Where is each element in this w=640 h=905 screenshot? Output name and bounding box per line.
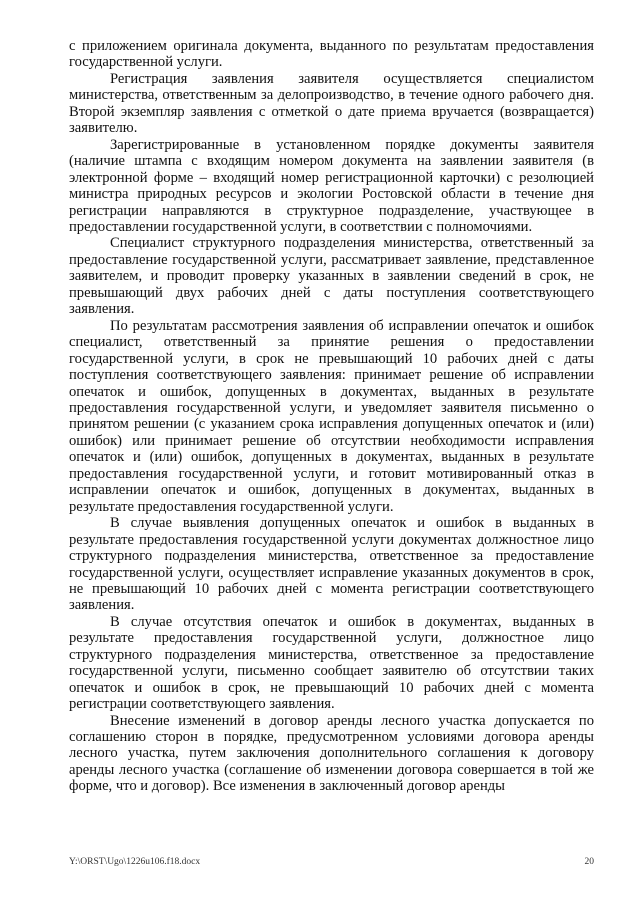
footer-page-number: 20 (584, 857, 594, 867)
paragraph-registered-documents: Зарегистрированные в установленном порядке документы заявителя (наличие штампа с входящим номером документа на заявлении заявителя (в электронной форме – входящий номер регистрационной карточки) с резолюцией министра природных ресурсов и экологии Ростовской области в течение дня регистрации направляются в структурное подразделение, участвующее в предоставлении государственной услуги, в соответствии с полномочиями. (69, 136, 594, 235)
paragraph-continuation: с приложением оригинала документа, выданного по результатам предоставления государственной услуги. (69, 38, 594, 71)
paragraph-correction-decision: По результатам рассмотрения заявления об исправлении опечаток и ошибок специалист, ответственный за принятие решения о предоставлении государственной услуги, в срок не превышающий 10 рабочих дней с даты поступления соответствующего заявления: принимает решение об исправлении опечаток и ошибок, допущенных в документах, выданных в результате предоставления государственной услуги, и уведомляет заявителя письменно о принятом решении (с указанием срока исправления допущенных опечаток и (или) ошибок) или принимает решение об отсутствии необходимости исправления опечаток и (или) ошибок, допущенных в документах, выданных в результате предоставления государственной услуги, и готовит мотивированный отказ в исправлении опечаток и ошибок, допущенных в документах, выданных в результате предоставления государственной услуги. (69, 317, 594, 515)
paragraph-errors-found: В случае выявления допущенных опечаток и ошибок в выданных в результате предоставления государственной услуги документах должностное лицо структурного подразделения министерства, ответственное за предоставление государственной услуги, осуществляет исправление указанных документов в срок, не превышающий 10 рабочих дней с момента регистрации соответствующего заявления. (69, 515, 594, 614)
footer-file-path: Y:\ORST\Ugo\1226u106.f18.docx (69, 857, 201, 867)
page-footer (69, 856, 594, 868)
paragraph-registration: Регистрация заявления заявителя осуществляется специалистом министерства, ответственным за делопроизводство, в течение одного рабочего дня. Второй экземпляр заявления с отметкой о дате приема вручается (возвращается) заявителю. (69, 70, 594, 137)
paragraph-lease-amendments: Внесение изменений в договор аренды лесного участка допускается по соглашению сторон в порядке, предусмотренном условиями договора аренды лесного участка, путем заключения дополнительного соглашения к договору аренды лесного участка (соглашение об изменении договора совершается в той же форме, что и договор). Все изменения в заключенный договор аренды (69, 712, 594, 795)
paragraph-specialist-review: Специалист структурного подразделения министерства, ответственный за предоставление государственной услуги, рассматривает заявление, представленное заявителем, и проводит проверку указанных в заявлении сведений в срок, не превышающий двух рабочих дней с даты поступления соответствующего заявления. (69, 235, 594, 318)
document-page (69, 38, 594, 795)
paragraph-no-errors: В случае отсутствия опечаток и ошибок в документах, выданных в результате предоставления государственной услуги, должностное лицо структурного подразделения министерства, ответственное за предоставление государственной услуги, письменно сообщает заявителю об отсутствии таких опечаток и ошибок в срок, не превышающий 10 рабочих дней с момента регистрации соответствующего заявления. (69, 613, 594, 713)
